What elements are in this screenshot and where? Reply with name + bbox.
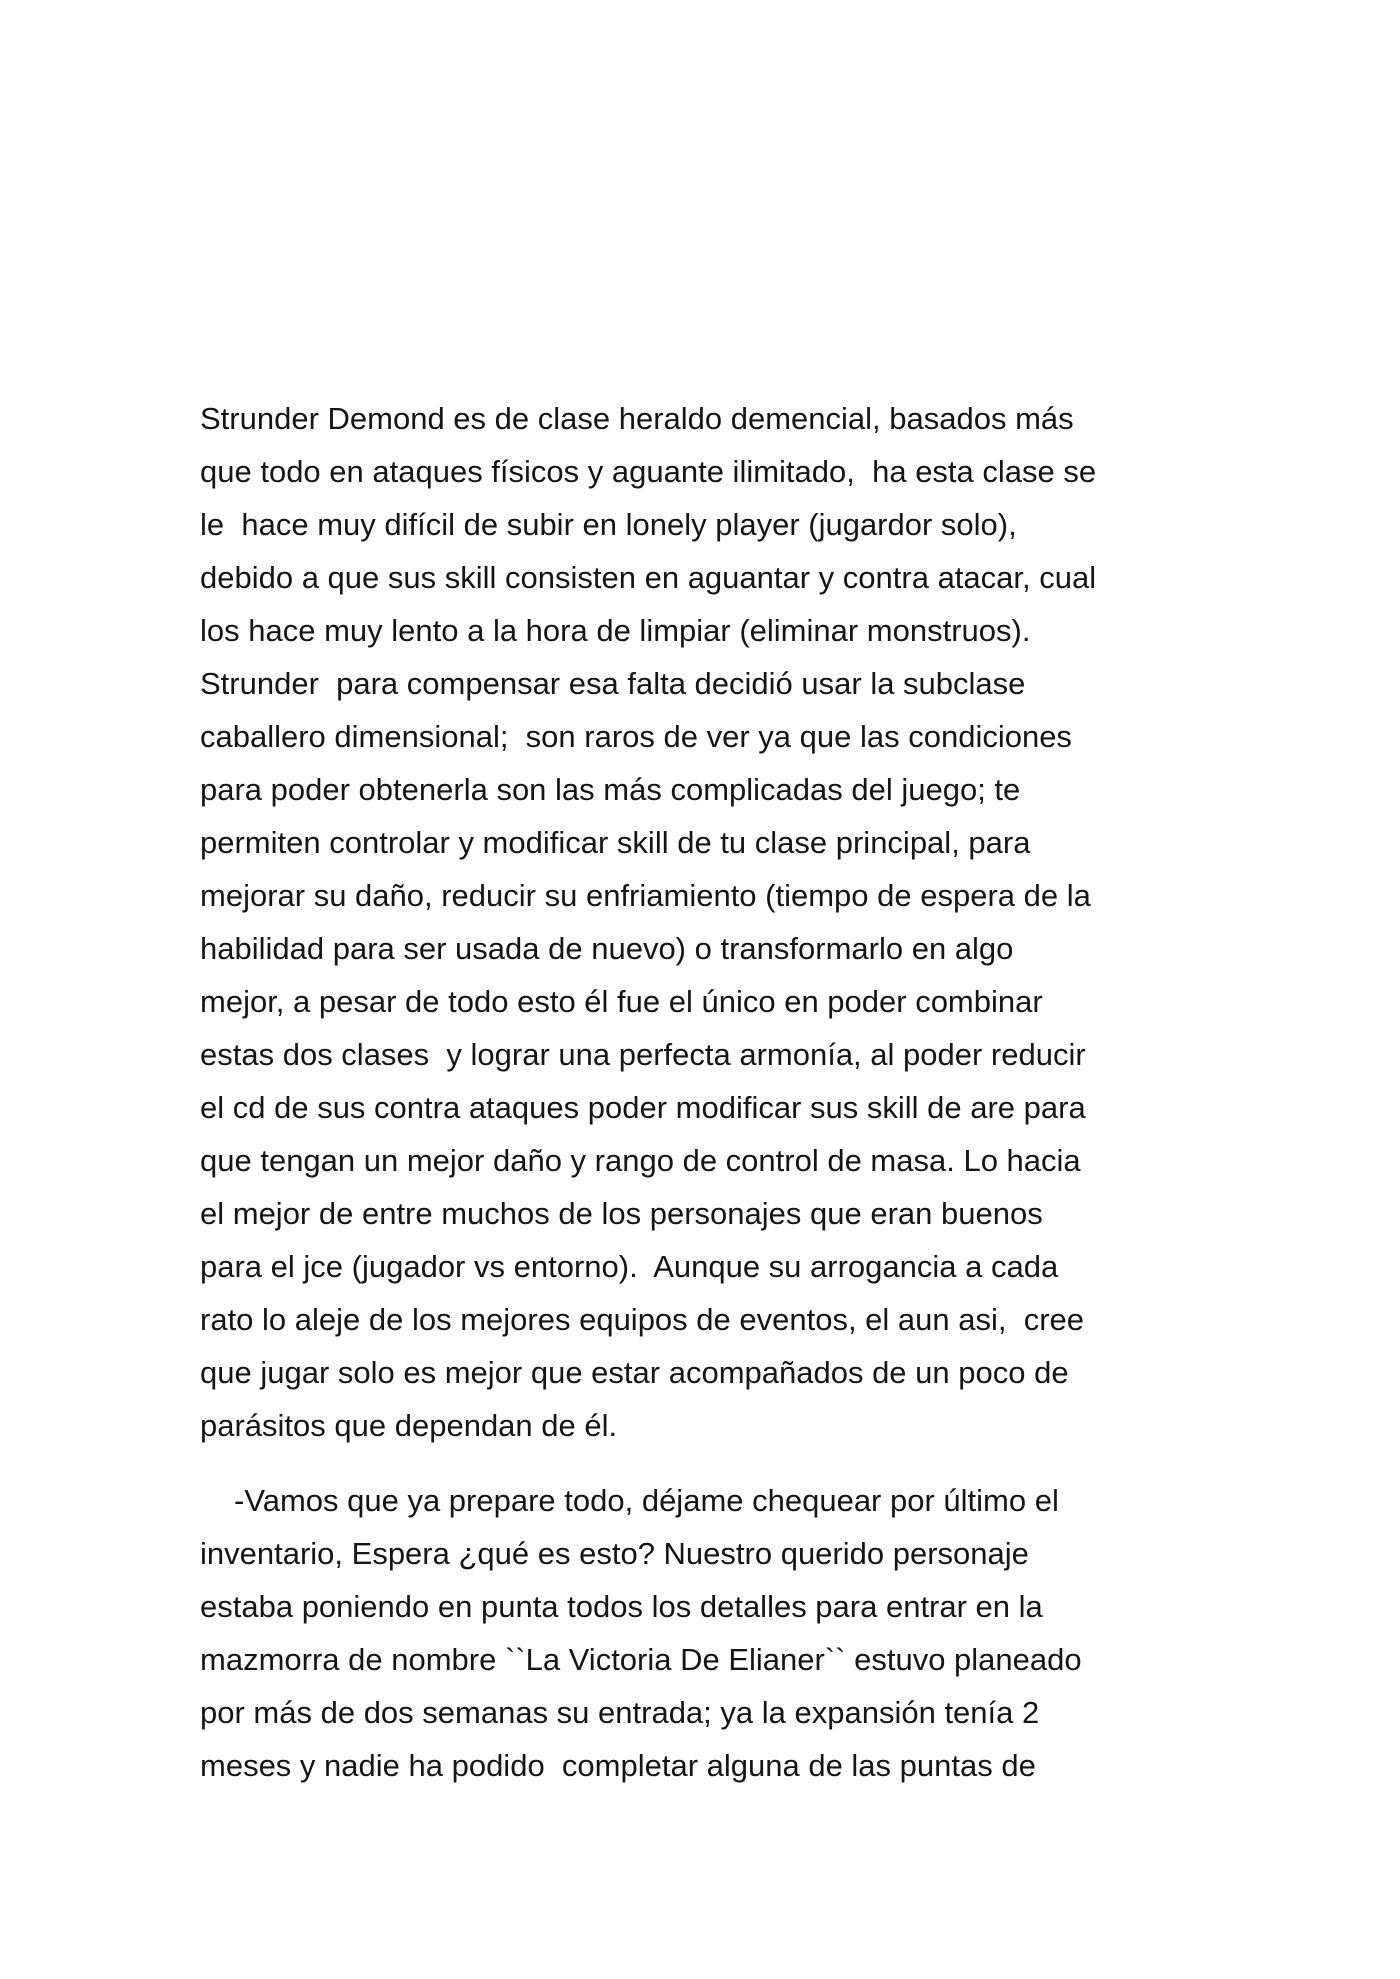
text-line: permiten controlar y modificar skill de tu clase principal, para: [200, 825, 1031, 860]
text-line: mazmorra de nombre ``La Victoria De Elianer`` estuvo planeado: [200, 1642, 1082, 1677]
text-line: inventario, Espera ¿qué es esto? Nuestro querido personaje: [200, 1536, 1029, 1571]
text-line: caballero dimensional; son raros de ver ya que las condiciones: [200, 719, 1072, 754]
paragraph-dialogue-inventory: [200, 1474, 1230, 1792]
text-line: por más de dos semanas su entrada; ya la expansión tenía 2: [200, 1695, 1040, 1730]
text-line: estas dos clases y lograr una perfecta armonía, al poder reducir: [200, 1037, 1086, 1072]
text-line: que jugar solo es mejor que estar acompañados de un poco de: [200, 1355, 1069, 1390]
text-line: parásitos que dependan de él.: [200, 1408, 618, 1443]
paragraph-strunder-class: [200, 392, 1230, 1452]
text-line: mejor, a pesar de todo esto él fue el único en poder combinar: [200, 984, 1043, 1019]
text-line: Strunder Demond es de clase heraldo demencial, basados más: [200, 401, 1074, 436]
text-line: Strunder para compensar esa falta decidió usar la subclase: [200, 666, 1026, 701]
text-line: que tengan un mejor daño y rango de control de masa. Lo hacia: [200, 1143, 1081, 1178]
text-line: estaba poniendo en punta todos los detalles para entrar en la: [200, 1589, 1043, 1624]
text-line: meses y nadie ha podido completar alguna de las puntas de: [200, 1748, 1036, 1783]
text-line: habilidad para ser usada de nuevo) o transformarlo en algo: [200, 931, 1014, 966]
text-line: para poder obtenerla son las más complicadas del juego; te: [200, 772, 1021, 807]
text-line: mejorar su daño, reducir su enfriamiento (tiempo de espera de la: [200, 878, 1091, 913]
text-line: para el jce (jugador vs entorno). Aunque su arrogancia a cada: [200, 1249, 1059, 1284]
text-line: -Vamos que ya prepare todo, déjame chequear por último el: [234, 1483, 1059, 1518]
text-line: rato lo aleje de los mejores equipos de eventos, el aun asi, cree: [200, 1302, 1085, 1337]
text-line: el mejor de entre muchos de los personajes que eran buenos: [200, 1196, 1043, 1231]
text-line: los hace muy lento a la hora de limpiar (eliminar monstruos).: [200, 613, 1031, 648]
text-line: debido a que sus skill consisten en aguantar y contra atacar, cual: [200, 560, 1097, 595]
text-line: que todo en ataques físicos y aguante ilimitado, ha esta clase se: [200, 454, 1097, 489]
text-line: el cd de sus contra ataques poder modificar sus skill de are para: [200, 1090, 1086, 1125]
text-line: le hace muy difícil de subir en lonely player (jugardor solo),: [200, 507, 1017, 542]
